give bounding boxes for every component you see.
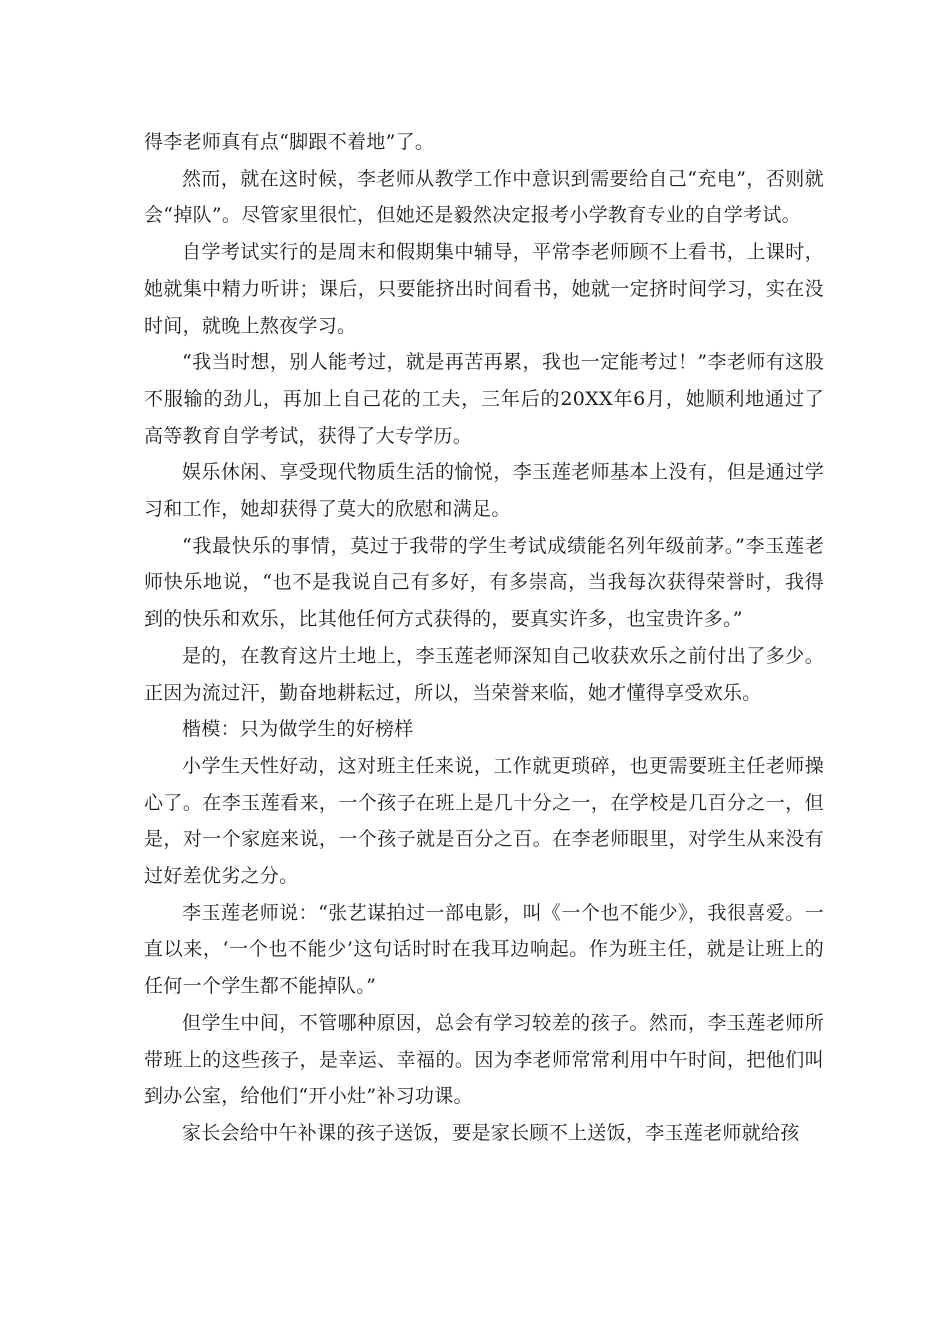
paragraph: 娱乐休闲、享受现代物质生活的愉悦，李玉莲老师基本上没有，但是通过学习和工作，她却获得了莫大的欣慰和满足。 — [144, 461, 824, 521]
paragraph: “我最快乐的事情，莫过于我带的学生考试成绩能名列年级前茅。”李玉莲老师快乐地说，“也不是我说自己有多好，有多崇高，当我每次获得荣誉时，我得到的快乐和欢乐，比其他任何方式获得的，要真实许多，也宝贵许多。” — [144, 534, 824, 631]
paragraph: 家长会给中午补课的孩子送饭，要是家长顾不上送饭，李玉莲老师就给孩 — [182, 1121, 800, 1144]
article-body — [144, 124, 824, 1152]
paragraph: 是的，在教育这片土地上，李玉莲老师深知自己收获欢乐之前付出了多少。正因为流过汗，勤奋地耕耘过，所以，当荣誉来临，她才懂得享受欢乐。 — [144, 644, 824, 704]
paragraph: “我当时想，别人能考过，就是再苦再累，我也一定能考过！”李老师有这股不服输的劲儿，再加上自己花的工夫，三年后的20XX年6月，她顺利地通过了高等教育自学考试，获得了大专学历。 — [144, 351, 824, 447]
paragraph: 然而，就在这时候，李老师从教学工作中意识到需要给自己“充电”，否则就会“掉队”。尽管家里很忙，但她还是毅然决定报考小学教育专业的自学考试。 — [144, 167, 824, 227]
paragraph: 小学生天性好动，这对班主任来说，工作就更琐碎，也更需要班主任老师操心了。在李玉莲看来，一个孩子在班上是几十分之一，在学校是几百分之一，但是，对一个家庭来说，一个孩子就是百分之百。在李老师眼里，对学生从来没有过好差优劣之分。 — [144, 754, 824, 888]
section-heading: 楷模：只为做学生的好榜样 — [182, 718, 414, 741]
paragraph: 自学考试实行的是周末和假期集中辅导，平常李老师顾不上看书，上课时，她就集中精力听讲；课后，只要能挤出时间看书，她就一定挤时间学习，实在没时间，就晚上熬夜学习。 — [144, 241, 824, 337]
paragraph: 得李老师真有点“脚跟不着地”了。 — [144, 131, 435, 153]
paragraph: 但学生中间，不管哪种原因，总会有学习较差的孩子。然而，李玉莲老师所带班上的这些孩子，是幸运、幸福的。因为李老师常常利用中午时间，把他们叫到办公室，给他们“开小灶”补习功课。 — [144, 1011, 824, 1108]
paragraph: 李玉莲老师说：“张艺谋拍过一部电影，叫《一个也不能少》，我很喜爱。一直以来，‘一个也不能少’这句话时时在我耳边响起。作为班主任，就是让班上的任何一个学生都不能掉队。” — [144, 901, 824, 998]
